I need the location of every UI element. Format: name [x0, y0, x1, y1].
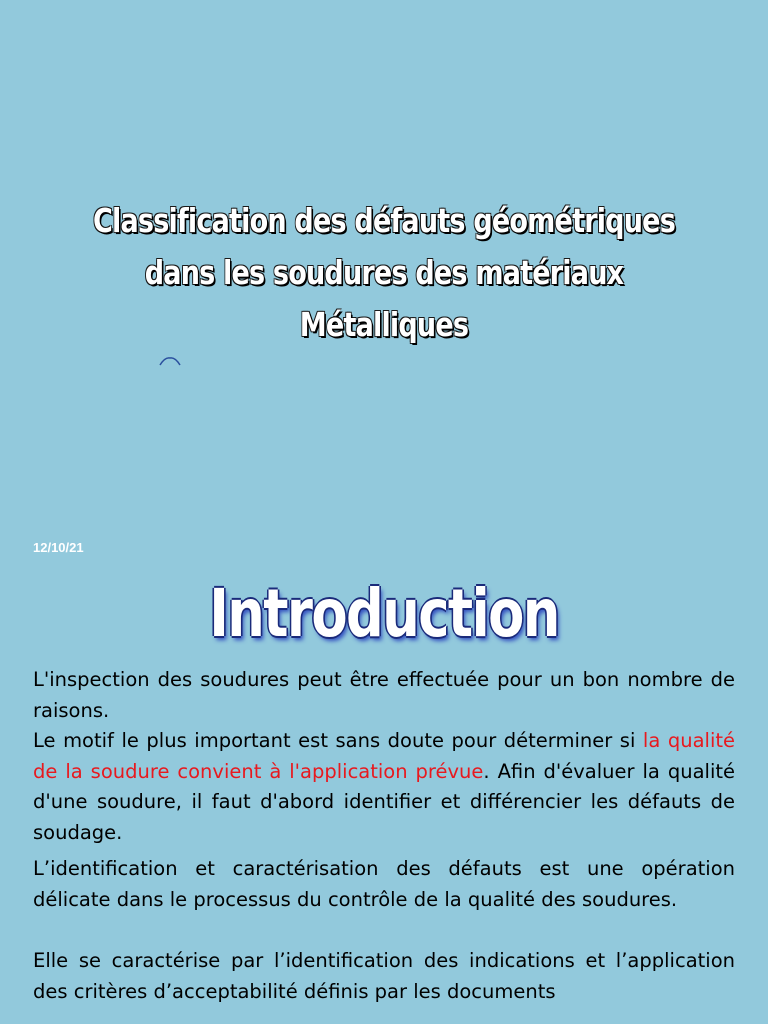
introduction-heading: Introduction	[209, 575, 559, 652]
para1-sentence-2: Le motif le plus important est sans doute pour déterminer si	[33, 729, 643, 752]
slide-date: 12/10/21	[33, 540, 84, 555]
paragraph-1	[33, 665, 735, 848]
para1-sentence-3: . Afin d'évaluer la qualité d'une soudure, il faut d'abord identifier et différencier les défauts de soudage.	[33, 759, 735, 844]
slide-body	[33, 665, 735, 1007]
para1-sentence-1: L'inspection des soudures peut être effectuée pour un bon nombre de raisons.	[33, 668, 735, 722]
cursor-mark-icon	[158, 355, 182, 367]
title-line-2: dans les soudures des matériaux	[144, 253, 624, 292]
slide-title	[77, 195, 690, 351]
paragraph-3: Elle se caractérise par l’identification des indications et l’application des critères d’acceptabilité définis par les documents	[33, 949, 735, 1003]
title-line-3: Métalliques	[299, 305, 469, 344]
paragraph-2: L’identification et caractérisation des défauts est une opération délicate dans le processus du contrôle de la qualité des soudures.	[33, 857, 735, 911]
introduction-slide	[0, 570, 768, 1024]
highlighted-text: la qualité de la soudure convient à l'application prévue	[33, 729, 735, 783]
title-line-1: Classification des défauts géométriques	[93, 201, 675, 240]
